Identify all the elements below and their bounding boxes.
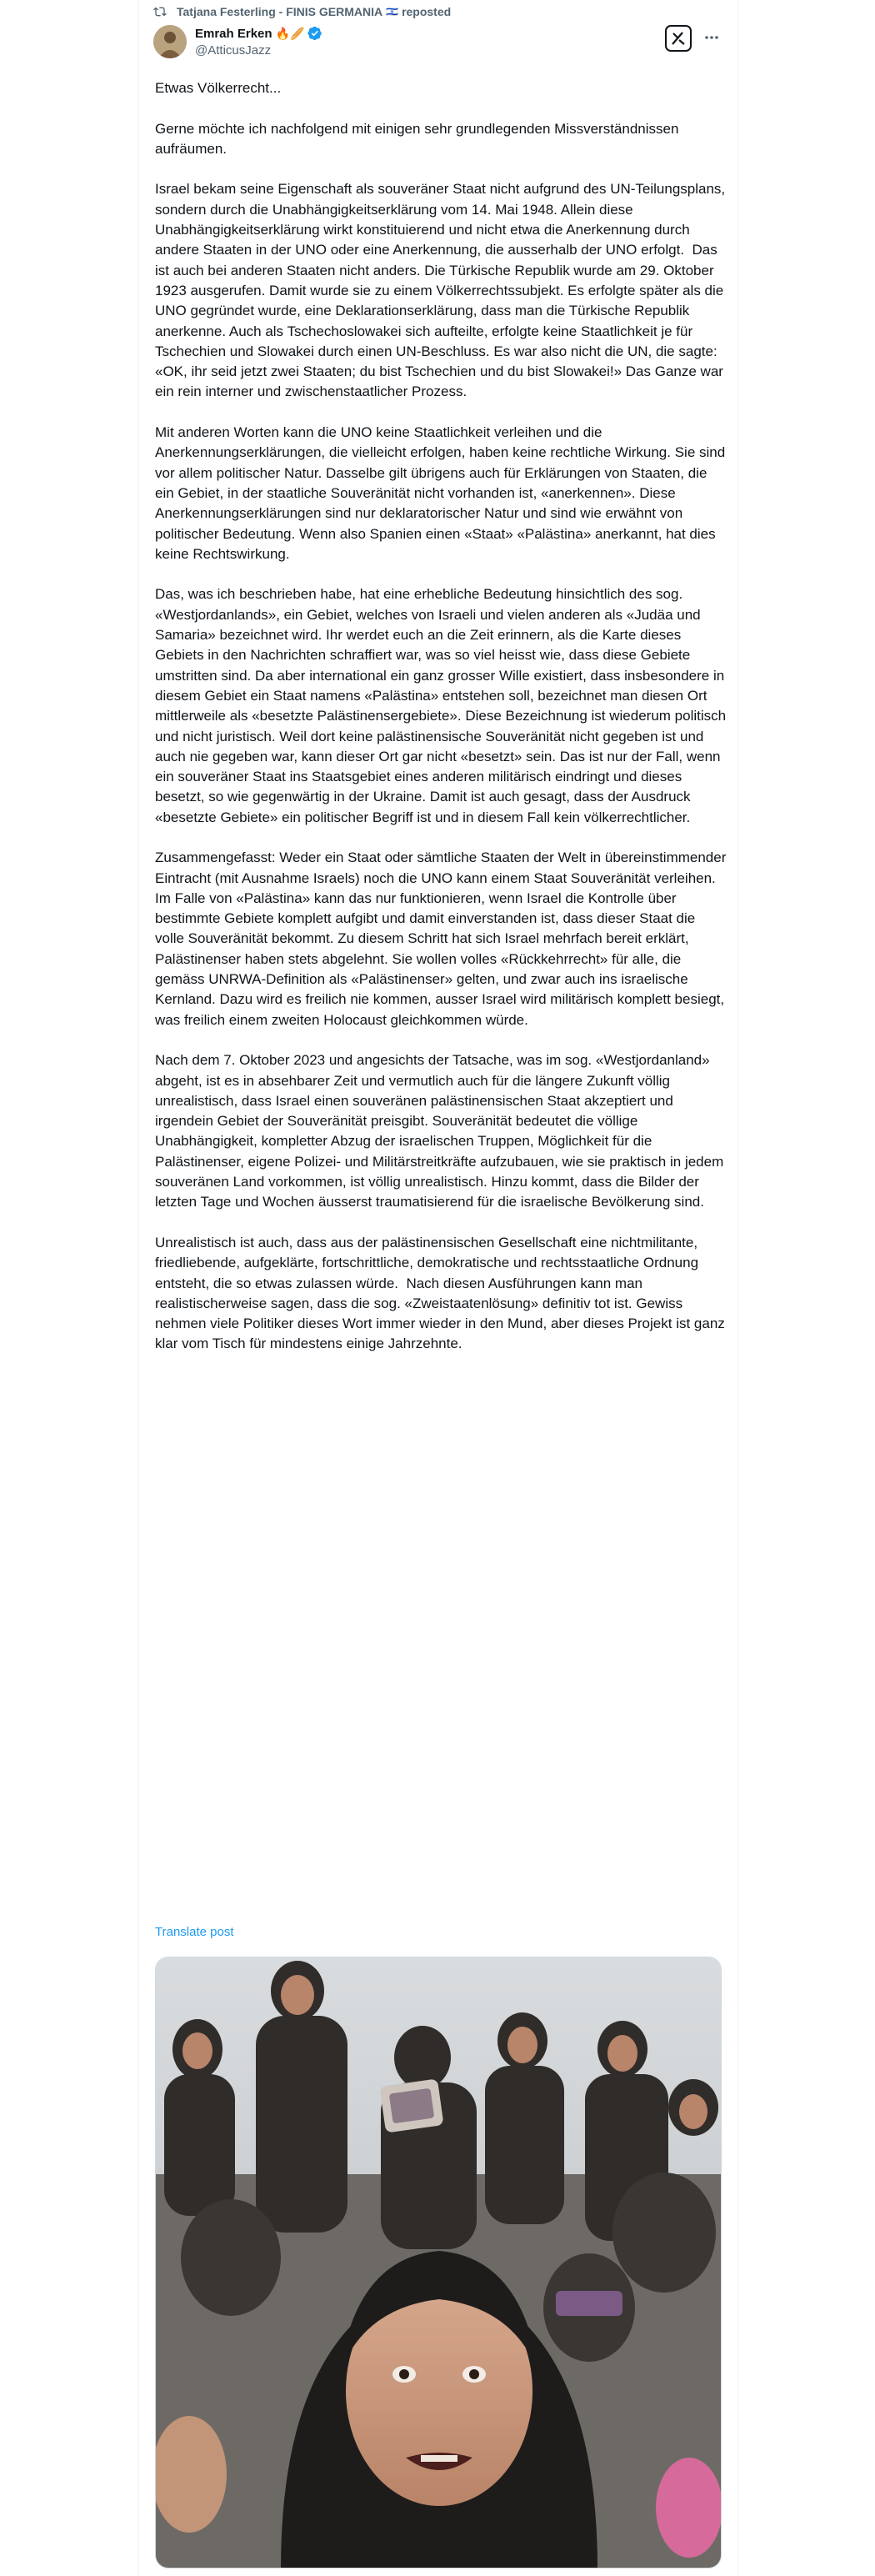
grok-icon[interactable]: [665, 25, 692, 52]
crowd-photo: [156, 1957, 722, 2568]
author-row: [195, 25, 322, 42]
avatar-image: [153, 25, 187, 58]
author-emoji: 🔥🥖: [275, 26, 305, 40]
repost-icon: [153, 5, 167, 18]
repost-context: [153, 3, 451, 20]
reposter-name[interactable]: Tatjana Festerling - FINIS GERMANIA: [177, 5, 383, 18]
more-dots: [703, 29, 720, 46]
avatar[interactable]: [153, 25, 187, 58]
post-text: Etwas Völkerrecht... Gerne möchte ich nachfolgend mit einigen sehr grundlegenden Missverständnissen aufräumen. Israel bekam seine Eigenschaft als souveräner Staat nicht aufgrund des UN-Teilungsplans, sondern durch die Unabhängigkeitserklärung vom 14. Mai 1948. Allein diese Unabhängigkeitserklärung wirkt konstituierend und nicht etwa die Anerkennung durch andere Staaten in der UNO oder eine Anerkennung, die ausserhalb der UNO erfolgt. Das ist auch bei anderen Staaten nicht anders. Die Türkische Republik wurde am 29. Oktober 1923 ausgerufen. Damit wurde sie zu einem Völkerrechtssubjekt. Es erfolgte später als die UNO gegründet wurde, eine Deklarationserklärung, dass man die Türkische Republik anerkenne. Auch als Tschechoslowakei sich aufteilte, erfolgte keine Staatlichkeit je für Tschechien und Slowakei durch einen UN-Beschluss. Es war also nicht die UN, die sagte: «OK, ihr seid jetzt zwei Staaten; du bist Tschechien und du bist Slowakei!» Das Ganze war ein rein interner und zwischenstaatlicher Prozess. Mit anderen Worten kann die UNO keine Staatlichkeit verleihen und die Anerkennungserklärungen, die vielleicht erfolgen, haben keine rechtliche Wirkung. Sie sind vor allem politischer Natur. Dasselbe gilt übrigens auch für Erklärungen von Staaten, die ein Gebiet, in der staatliche Souveränität nicht vorhanden ist, «anerkennen». Diese Anerkennungserklärungen sind nur deklaratorischer Natur und sind wie erwähnt von politischer Bedeutung. Wenn also Spanien einen «Staat» «Palästina» anerkannt, hat dies keine Rechtswirkung. Das, was ich beschrieben habe, hat eine erhebliche Bedeutung hinsichtlich des sog. «Westjordanlands», ein Gebiet, welches von Israeli und vielen anderen als «Judäa und Samaria» bezeichnet wird. Ihr werdet euch an die Zeit erinnern, als die Karte dieses Gebiets in den Nachrichten schraffiert war, was so viel heisst wie, dass diese Gebiete umstritten sind. Da aber international ein ganz grosser Wille existiert, dass insbesondere in diesem Gebiet ein Staat namens «Palästina» entstehen soll, bezeichnet man diesen Ort mittlerweile als «besetzte Palästinensergebiete». Diese Bezeichnung ist wiederum politisch und nicht juristisch. Weil dort keine palästinensische Souveränität nicht gegeben ist und auch nie gegeben war, kann dieser Ort gar nicht «besetzt» sein. Das ist nur der Fall, wenn ein souveräner Staat ins Staatsgebiet eines anderen militärisch eindringt und dieses besetzt, so wie gegenwärtig in der Ukraine. Damit ist auch gesagt, dass der Ausdruck «besetzte Gebiete» ein politischer Begriff ist und in diesem Fall kein völkerrechtlicher. Zusammengefasst: Weder ein Staat oder sämtliche Staaten der Welt in übereinstimmender Eintracht (mit Ausnahme Israels) noch die UNO kann einem Staat Souveränität verleihen. Im Falle von «Palästina» kann das nur funktionieren, wenn Israel die Kontrolle über bestimmte Gebiete komplett aufgibt und damit einverstanden ist, dass dieser Staat die volle Souveränität bekommt. Zu diesem Schritt hat sich Israel mehrfach bereit erklärt, Palästinenser haben stets abgelehnt. Sie wollen volles «Rückkehrrecht» für alle, die gemäss UNRWA-Definition als «Palästinenser» gelten, und zwar auch ins israelische Kernland. Dazu wird es freilich nie kommen, ausser Israel wird militärisch komplett besiegt, was freilich einem zweiten Holocaust gleichkommen würde. Nach dem 7. Oktober 2023 und angesichts der Tatsache, was im sog. «Westjordanland» abgeht, ist es in absehbarer Zeit und vermutlich auch für die längere Zukunft völlig unrealistisch, dass Israel einen souveränen palästinensischen Staat akzeptiert und irgendein Gebiet der Souveränität preisgibt. Souveränität bedeutet die völlige Unabhängigkeit, kompletter Abzug der israelischen Truppen, Möglichkeit für die Palästinenser, eigene Polizei- und Militärstreitkräfte aufzubauen, wie sie praktisch in jedem souveränen Land vorkommen, ist völlig unrealistisch. Hinzu kommt, dass die Bilder der letzten Tage und Wochen äusserst traumatisierend für die israelische Bevölkerung sind. Unrealistisch ist auch, dass aus der palästinensischen Gesellschaft eine nichtmilitante, friedliebende, aufgeklärte, fortschrittliche, demokratische und rechtsstaatliche Ordnung entsteht, die so etwas zulassen würde. Nach diesen Ausführungen kann man realistischerweise sagen, dass die sog. «Zweistaatenlösung» definitiv tot ist. Gewiss nehmen viele Politiker dieses Wort immer wieder in den Mund, aber dieses Projekt ist ganz klar vom Tisch für mindestens einige Jahrzehnte.: [155, 80, 727, 1352]
reposter-flag: 🇮🇱: [386, 6, 399, 18]
grok-glyph: [669, 29, 688, 48]
more-icon[interactable]: [702, 28, 722, 48]
verified-badge-icon: [308, 26, 322, 41]
repost-suffix: reposted: [402, 5, 452, 18]
author-handle[interactable]: @AtticusJazz: [195, 43, 272, 58]
post-media-photo[interactable]: [155, 1957, 722, 2568]
translate-post-link[interactable]: Translate post: [155, 1925, 234, 1939]
author-name[interactable]: Emrah Erken: [195, 26, 272, 41]
